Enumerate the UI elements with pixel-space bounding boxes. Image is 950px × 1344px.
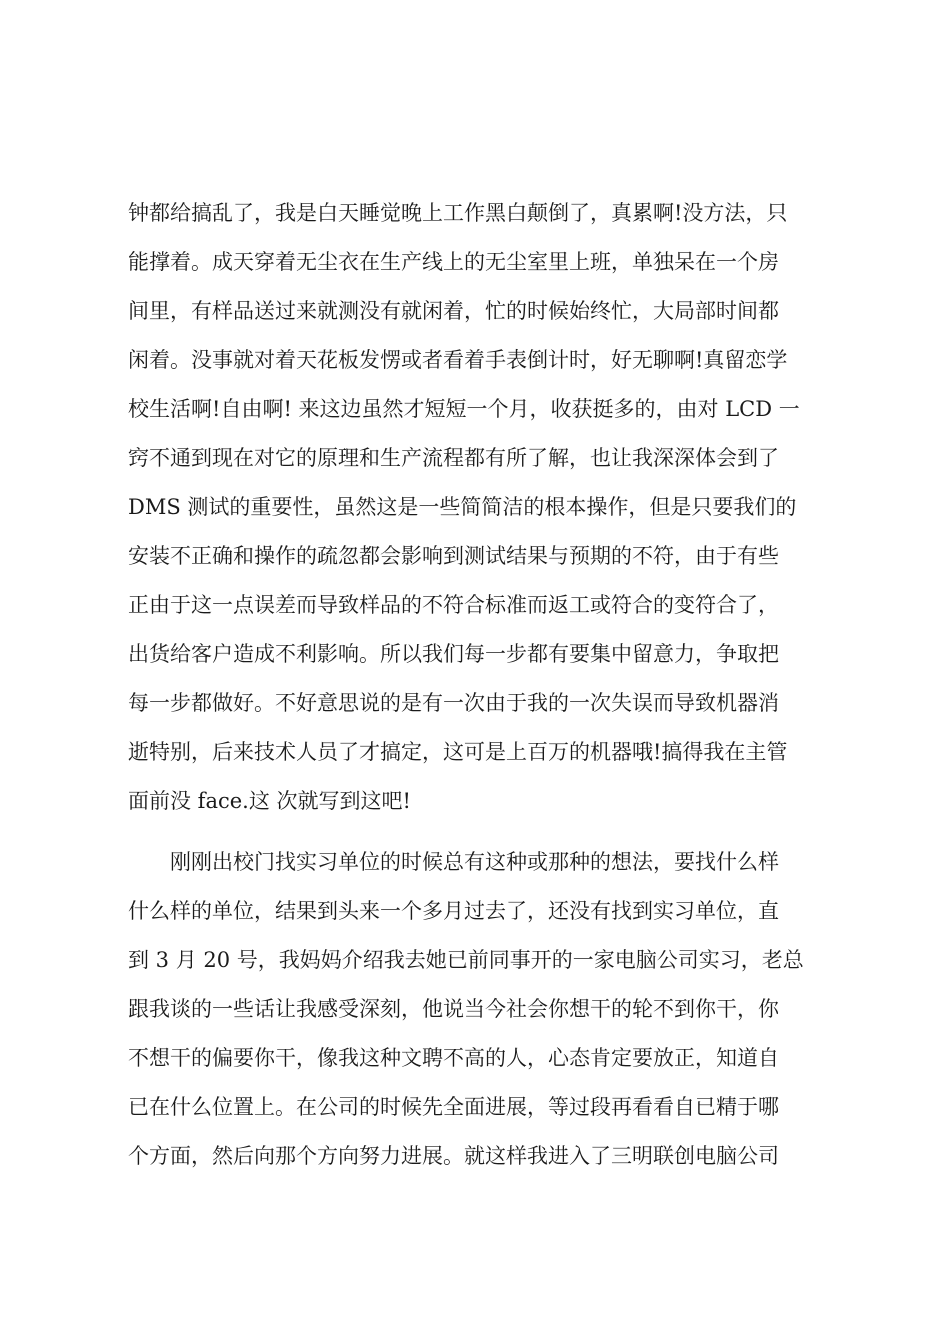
text-line: 能撑着。成天穿着无尘衣在生产线上的无尘室里上班，单独呆在一个房 [128,250,779,274]
paragraph-continued-internship-notes [128,189,828,826]
text-line: 出货给客户造成不利影响。所以我们每一步都有要集中留意力，争取把 [128,642,779,666]
text-line: 面前没 face.这 次就写到这吧! [128,789,411,813]
text-line: 正由于这一点误差而导致样品的不符合标准而返工或符合的变符合了， [128,593,779,617]
text-line: 逝特别，后来技术人员了才搞定，这可是上百万的机器哦!搞得我在主管 [128,740,788,764]
text-line: 安装不正确和操作的疏忽都会影响到测试结果与预期的不符，由于有些 [128,544,779,568]
text-line: 每一步都做好。不好意思说的是有一次由于我的一次失误而导致机器消 [128,691,779,715]
text-line: DMS 测试的重要性，虽然这是一些简简洁的根本操作，但是只要我们的 [128,495,797,519]
text-line: 钟都给搞乱了，我是白天睡觉晚上工作黑白颠倒了，真累啊!没方法，只 [128,201,788,225]
text-line: 间里，有样品送过来就测没有就闲着，忙的时候始终忙，大局部时间都 [128,299,779,323]
text-line: 校生活啊!自由啊! 来这边虽然才短短一个月，收获挺多的，由对 LCD 一 [128,397,800,421]
paragraph-job-search [128,838,828,1181]
text-line: 到 3 月 20 号，我妈妈介绍我去她已前同事开的一家电脑公司实习，老总 [128,948,804,972]
text-line: 什么样的单位，结果到头来一个多月过去了，还没有找到实习单位，直 [128,899,779,923]
text-line: 个方面，然后向那个方向努力进展。就这样我进入了三明联创电脑公司 [128,1144,779,1168]
text-line: 不想干的偏要你干，像我这种文聘不高的人，心态肯定要放正，知道自 [128,1046,779,1070]
text-line: 闲着。没事就对着天花板发愣或者看着手表倒计时，好无聊啊!真留恋学 [128,348,788,372]
text-line: 刚刚出校门找实习单位的时候总有这种或那种的想法，要找什么样 [128,850,779,874]
text-line: 窍不通到现在对它的原理和生产流程都有所了解，也让我深深体会到了 [128,446,779,470]
text-line: 跟我谈的一些话让我感受深刻，他说当今社会你想干的轮不到你干，你 [128,997,779,1021]
text-line: 已在什么位置上。在公司的时候先全面进展，等过段再看看自已精于哪 [128,1095,779,1119]
